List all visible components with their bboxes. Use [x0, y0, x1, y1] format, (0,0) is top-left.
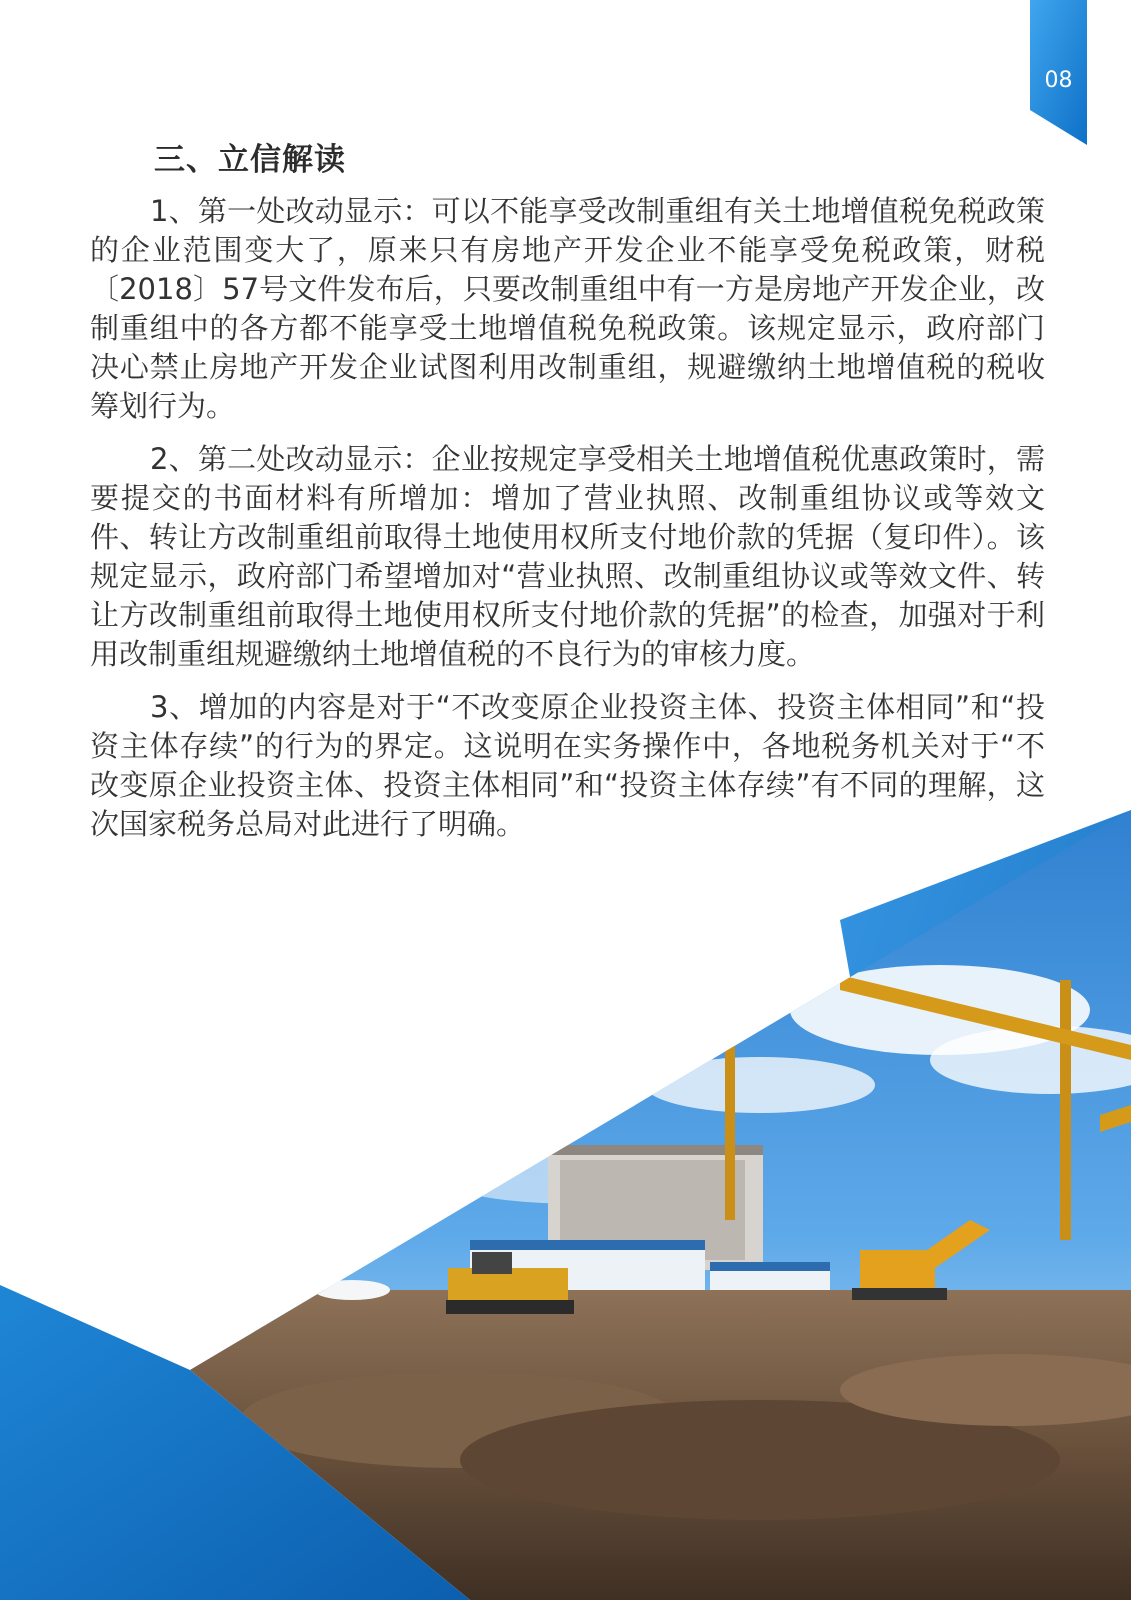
paragraph-1: 1、第一处改动显示：可以不能享受改制重组有关土地增值税免税政策的企业范围变大了，原来只有房地产开发企业不能享受免税政策，财税〔2018〕57号文件发布后，只要改制重组中有一方是房地产开发企业，改制重组中的各方都不能享受土地增值税免税政策。该规定显示，政府部门决心禁止房地产开发企业试图利用改制重组，规避缴纳土地增值税的税收筹划行为。	[90, 194, 1045, 423]
white-car	[314, 1280, 390, 1300]
paragraph-3: 3、增加的内容是对于“不改变原企业投资主体、投资主体相同”和“投资主体存续”的行为的界定。这说明在实务操作中，各地税务机关对于“不改变原企业投资主体、投资主体相同”和“投资主体存续”有不同的理解，这次国家税务总局对此进行了明确。	[90, 690, 1045, 841]
excavator-track	[852, 1288, 947, 1300]
paragraph-2: 2、第二处改动显示：企业按规定享受相关土地增值税优惠政策时，需要提交的书面材料有所增加：增加了营业执照、改制重组协议或等效文件、转让方改制重组前取得土地使用权所支付地价款的凭据（复印件）。该规定显示，政府部门希望增加对“营业执照、改制重组协议或等效文件、转让方改制重组前取得土地使用权所支付地价款的凭据”的检查，加强对于利用改制重组规避缴纳土地增值税的不良行为的审核力度。	[90, 442, 1045, 671]
page-number: 08	[1044, 68, 1073, 93]
bulldozer-track	[446, 1300, 574, 1314]
site-office-1-roof	[470, 1240, 705, 1250]
site-office-2-roof	[710, 1262, 830, 1271]
article-content	[90, 140, 1045, 858]
bulldozer-cab	[472, 1252, 512, 1274]
section-title: 三、立信解读	[154, 142, 346, 178]
cloud-3	[645, 1057, 875, 1113]
crane-1-mast	[725, 1045, 735, 1220]
crane-2-mast	[1060, 980, 1071, 1240]
